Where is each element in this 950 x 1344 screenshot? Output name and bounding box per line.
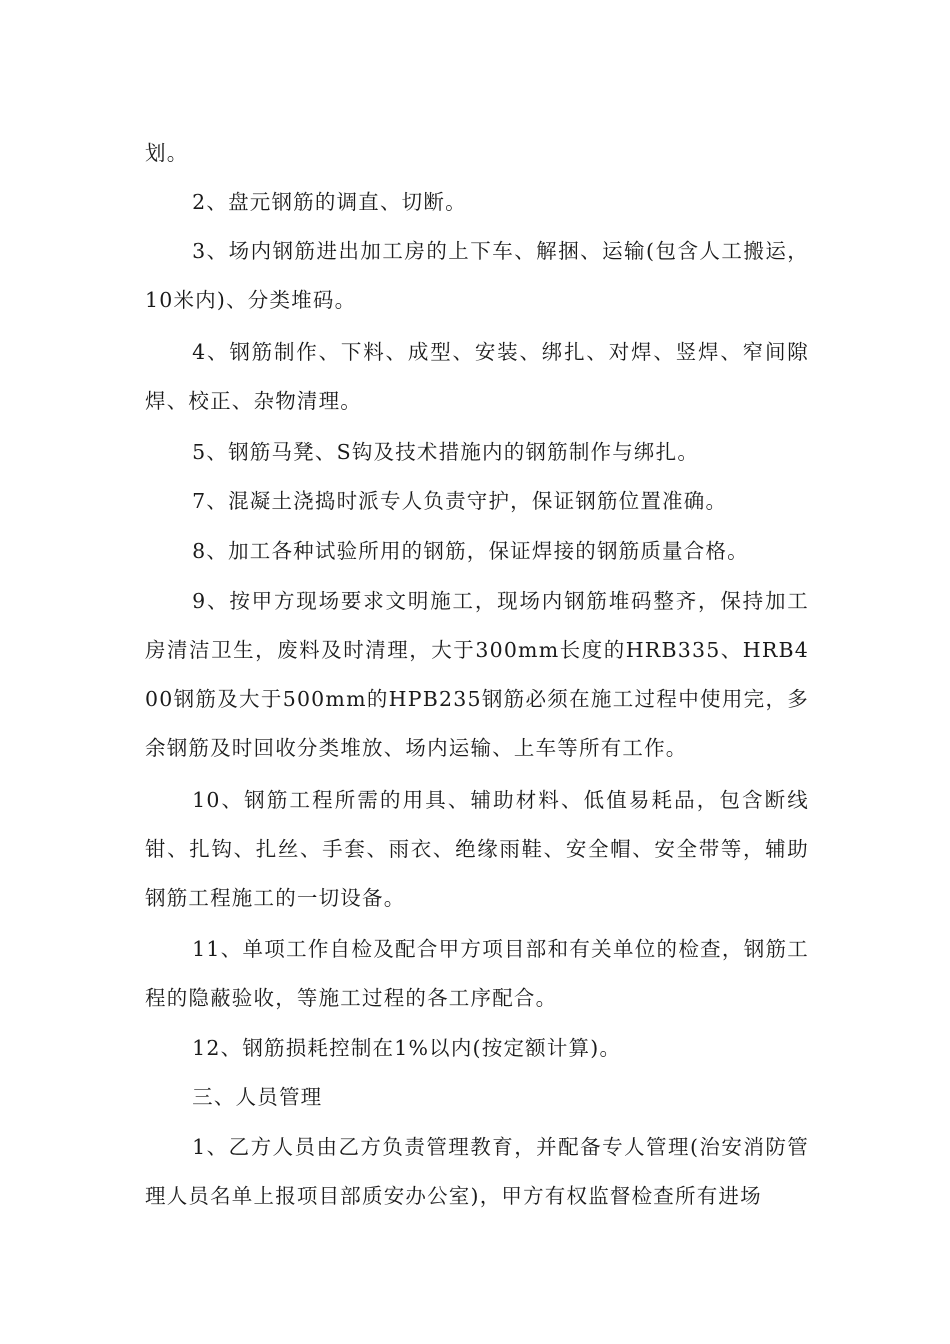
- paragraph-item-11: 11、单项工作自检及配合甲方项目部和有关单位的检查，钢筋工程的隐蔽验收，等施工过程的各工序配合。: [145, 937, 809, 1010]
- paragraph-item-9: 9、按甲方现场要求文明施工，现场内钢筋堆码整齐，保持加工房清洁卫生，废料及时清理，大于300mm长度的HRB335、HRB400钢筋及大于500mm的HPB235钢筋必须在施工过程中使用完，多余钢筋及时回收分类堆放、场内运输、上车等所有工作。: [145, 589, 809, 760]
- paragraph-item-4: 4、钢筋制作、下料、成型、安装、绑扎、对焊、竖焊、窄间隙焊、校正、杂物清理。: [145, 340, 809, 413]
- paragraph-item-5: 5、钢筋马凳、S钩及技术措施内的钢筋制作与绑扎。: [192, 440, 700, 464]
- section-heading-personnel: 三、人员管理: [192, 1085, 323, 1109]
- paragraph-item-3: 3、场内钢筋进出加工房的上下车、解捆、运输(包含人工搬运，10米内)、分类堆码。: [145, 239, 809, 312]
- paragraph-item-12: 12、钢筋损耗控制在1%以内(按定额计算)。: [192, 1036, 622, 1060]
- paragraph-item-7: 7、混凝土浇捣时派专人负责守护，保证钢筋位置准确。: [192, 489, 728, 513]
- paragraph-continuation: 划。: [145, 141, 189, 165]
- paragraph-item-8: 8、加工各种试验所用的钢筋，保证焊接的钢筋质量合格。: [192, 539, 749, 563]
- paragraph-item-2: 2、盘元钢筋的调直、切断。: [192, 190, 467, 214]
- paragraph-personnel-1: 1、乙方人员由乙方负责管理教育，并配备专人管理(治安消防管理人员名单上报项目部质安办公室)，甲方有权监督检查所有进场: [145, 1135, 809, 1208]
- paragraph-item-10: 10、钢筋工程所需的用具、辅助材料、低值易耗品，包含断线钳、扎钩、扎丝、手套、雨衣、绝缘雨鞋、安全帽、安全带等，辅助钢筋工程施工的一切设备。: [145, 788, 809, 910]
